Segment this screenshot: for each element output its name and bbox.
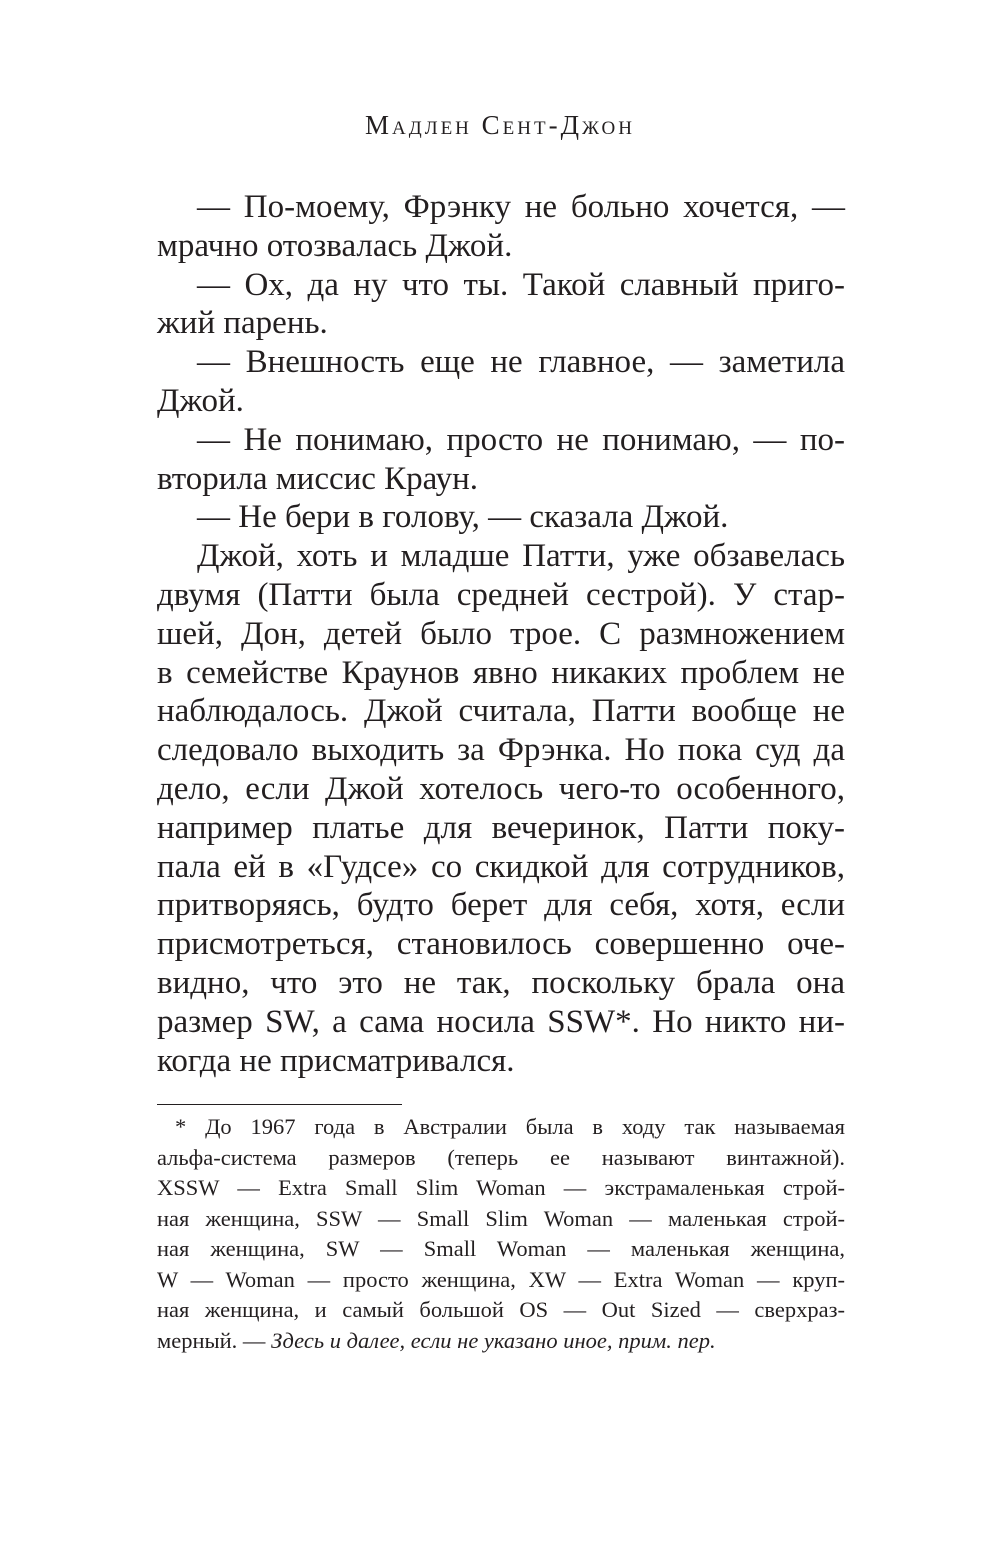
running-header: Мадлен Сент-Джон xyxy=(365,110,635,140)
text-line: наблюдалось. Джой считала, Патти вообще не xyxy=(157,693,845,730)
text-line: жий парень. xyxy=(157,305,328,342)
text-line: мрачно отозвалась Джой. xyxy=(157,227,513,264)
footnote xyxy=(157,1112,845,1356)
text-line: — Внешность еще не главное, — заметила xyxy=(197,344,845,381)
text-line: дело, если Джой хотелось чего-то особенного, xyxy=(157,770,845,807)
text-line: вторила миссис Краун. xyxy=(157,460,479,497)
footnote-line: * До 1967 года в Австралии была в ходу так называемая xyxy=(175,1114,845,1139)
footnote-line: ная женщина, SW — Small Woman — маленькая женщина, xyxy=(157,1236,845,1261)
translator-note: Здесь и далее, если не указано иное, прим. пер. xyxy=(271,1327,716,1353)
text-line: видно, что это не так, поскольку брала она xyxy=(157,964,845,1001)
text-line: — По-моему, Фрэнку не больно хочется, — xyxy=(197,189,845,225)
footnote-last-line-start: мерный. — xyxy=(157,1327,272,1353)
text-line: двумя (Патти была средней сестрой). У стар- xyxy=(157,576,845,613)
footnote-line: XSSW — Extra Small Slim Woman — экстрамаленькая строй- xyxy=(157,1175,845,1200)
text-line: — Не понимаю, просто не понимаю, — по- xyxy=(197,421,845,458)
footnote-line: ная женщина, SSW — Small Slim Woman — маленькая строй- xyxy=(157,1205,845,1231)
text-line: когда не присматривался. xyxy=(157,1042,515,1079)
text-line: следовало выходить за Фрэнка. Но пока суд да xyxy=(157,732,845,769)
text-line: Джой. xyxy=(157,382,244,419)
footnote-divider xyxy=(157,1104,402,1105)
body-text xyxy=(157,188,845,1080)
footnote-line: альфа-система размеров (теперь ее называют винтажной). xyxy=(157,1144,845,1170)
text-line: присмотреться, становилось совершенно оче- xyxy=(157,926,845,963)
text-line: размер SW, а сама носила SSW*. Но никто ни- xyxy=(157,1003,845,1040)
text-line: пала ей в «Гудсе» со скидкой для сотрудников, xyxy=(157,848,845,885)
text-line: притворяясь, будто берет для себя, хотя, если xyxy=(157,887,845,924)
text-line: — Не бери в голову, — сказала Джой. xyxy=(197,499,729,536)
text-line: шей, Дон, детей было трое. С размножением xyxy=(157,615,845,652)
footnote-last-line xyxy=(157,1326,845,1357)
text-line: Джой, хоть и младше Патти, уже обзавелась xyxy=(197,538,845,575)
footnote-line: W — Woman — просто женщина, XW — Extra Woman — круп- xyxy=(157,1266,845,1292)
footnote-line: ная женщина, и самый большой OS — Out Sized — сверхраз- xyxy=(157,1297,845,1322)
text-line: например платье для вечеринок, Патти поку- xyxy=(157,809,845,846)
text-line: в семействе Краунов явно никаких проблем не xyxy=(157,654,845,691)
text-line: — Ох, да ну что ты. Такой славный приго- xyxy=(197,266,845,303)
